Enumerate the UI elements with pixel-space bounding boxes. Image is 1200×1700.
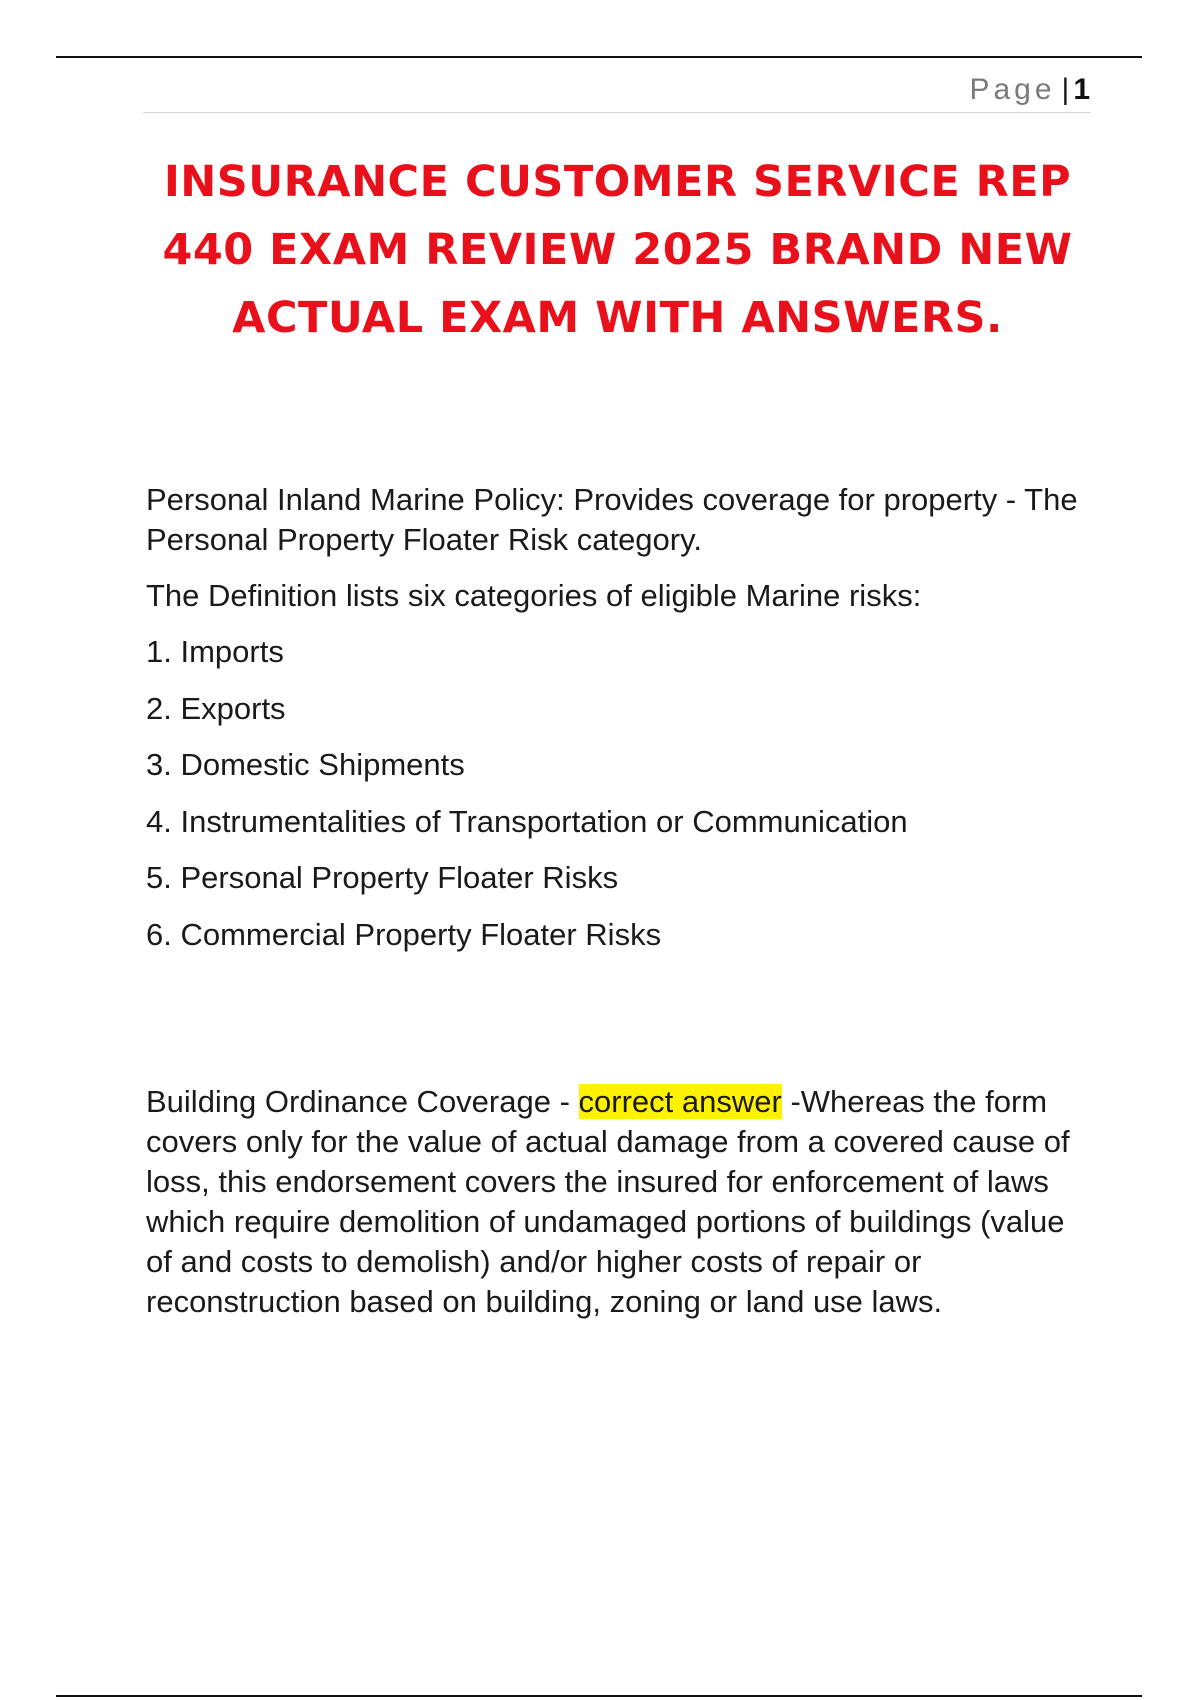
title-line-3: ACTUAL EXAM WITH ANSWERS. [232, 293, 1003, 343]
qa-answer: -Whereas the form covers only for the value of actual damage from a covered cause of loss, this endorsement covers the insured for enforcement of laws which require demolition of undamaged portions of buildings (value of and costs to demolish) and/or higher costs of repair or reconstruction based on building, zoning or land use laws. [146, 1084, 1070, 1319]
list-item: 6. Commercial Property Floater Risks [146, 916, 662, 952]
list-item: 4. Instrumentalities of Transportation or Communication [146, 803, 908, 839]
list-item: 2. Exports [146, 690, 286, 726]
list-item: 3. Domestic Shipments [146, 747, 465, 782]
page-label: Page [969, 73, 1056, 106]
title-line-1: INSURANCE CUSTOMER SERVICE REP [163, 157, 1072, 207]
section-intro: Personal Inland Marine Policy: Provides coverage for property - The Personal Property Floater Risk category. [146, 482, 1078, 557]
section-inland-marine [146, 480, 1096, 971]
page-number: 1 [1073, 73, 1090, 106]
risk-categories-list [146, 632, 1096, 955]
document-title [140, 148, 1095, 352]
list-item: 5. Personal Property Floater Risks [146, 860, 619, 895]
page-separator: | [1061, 73, 1070, 106]
qa-building-ordinance [146, 1082, 1096, 1322]
title-line-2: 440 EXAM REVIEW 2025 BRAND NEW [162, 225, 1073, 275]
top-rule [56, 56, 1142, 58]
qa-term: Building Ordinance Coverage - [146, 1084, 579, 1119]
bottom-rule [56, 1695, 1142, 1697]
page-header [143, 70, 1090, 113]
list-item: 1. Imports [146, 634, 284, 669]
section-lead: The Definition lists six categories of eligible Marine risks: [146, 578, 922, 613]
correct-answer-highlight: correct answer [578, 1084, 782, 1119]
